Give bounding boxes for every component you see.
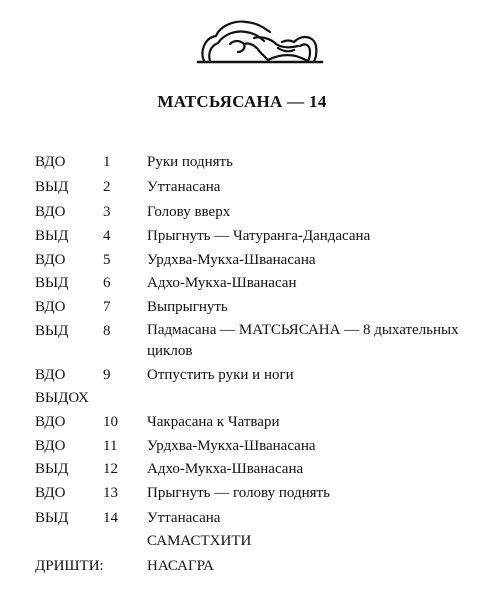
- sequence-row: [0, 530, 484, 552]
- step-action: Адхо-Мукха-Шванасана: [147, 461, 304, 477]
- step-number: 6: [103, 275, 111, 291]
- sequence-row: [0, 296, 484, 318]
- sequence-row: [0, 411, 484, 433]
- step-number: 12: [103, 461, 118, 477]
- step-action: Голову вверх: [147, 204, 231, 220]
- step-number: 10: [103, 414, 118, 430]
- breath-label: ВДО: [35, 154, 66, 170]
- sequence-row: [0, 387, 484, 409]
- matsyasana-pose-figure-icon: [190, 12, 330, 66]
- page-title: МАТСЬЯСАНА — 14: [157, 92, 327, 111]
- breath-label: ВЫД: [35, 510, 69, 526]
- breath-label: ВДО: [35, 367, 66, 383]
- breath-label: ВДО: [35, 414, 66, 430]
- breath-label: ВЫДОХ: [35, 390, 89, 406]
- step-number: 9: [103, 367, 111, 383]
- sequence-row: [0, 482, 484, 504]
- step-number: 4: [103, 228, 111, 244]
- breath-label: ВЫД: [35, 461, 69, 477]
- sequence-row: [0, 320, 484, 359]
- step-number: 3: [103, 204, 111, 220]
- sequence-row: [0, 249, 484, 271]
- step-number: 5: [103, 252, 111, 268]
- step-action: Урдхва-Мукха-Шванасана: [147, 252, 316, 268]
- sequence-row: [0, 272, 484, 294]
- step-action: Уттанасана: [147, 179, 221, 195]
- sequence-row: [0, 435, 484, 457]
- breath-label: ВЫД: [35, 275, 69, 291]
- step-number: 1: [103, 154, 111, 170]
- step-action: Выпрыгнуть: [147, 299, 228, 315]
- breath-label: ВЫД: [35, 323, 69, 339]
- step-action: Прыгнуть — Чатуранга-Дандасана: [147, 228, 371, 244]
- step-action: Прыгнуть — голову поднять: [147, 485, 330, 501]
- breath-label: ВЫД: [35, 179, 69, 195]
- sequence-row: [0, 458, 484, 480]
- step-number: 13: [103, 485, 118, 501]
- sequence-row: [0, 555, 484, 577]
- sequence-row: [0, 201, 484, 223]
- sequence-row: [0, 151, 484, 173]
- breath-label: ВДО: [35, 299, 66, 315]
- step-action: Чакрасана к Чатвари: [147, 414, 280, 430]
- step-action: Адхо-Мукха-Шванасан: [147, 275, 297, 291]
- step-action: НАСАГРА: [147, 558, 214, 574]
- step-action: Уттанасана: [147, 510, 221, 526]
- step-number: 7: [103, 299, 111, 315]
- breath-label: ВДО: [35, 204, 66, 220]
- sequence-row: [0, 176, 484, 198]
- step-number: 2: [103, 179, 111, 195]
- step-number: 11: [103, 438, 118, 454]
- sequence-row: [0, 507, 484, 529]
- sequence-row: [0, 364, 484, 386]
- step-number: 14: [103, 510, 118, 526]
- step-action: Урдхва-Мукха-Шванасана: [147, 438, 316, 454]
- step-action: Падмасана — МАТСЬЯСАНА — 8 дыхательных циклов: [147, 322, 459, 359]
- breath-label: ВДО: [35, 438, 66, 454]
- step-action: Руки поднять: [147, 154, 233, 170]
- breath-label: ВЫД: [35, 228, 69, 244]
- breath-label: ВДО: [35, 252, 66, 268]
- step-number: 8: [103, 323, 111, 339]
- breath-label: ВДО: [35, 485, 66, 501]
- step-action: Отпустить руки и ноги: [147, 367, 294, 383]
- sequence-row: [0, 225, 484, 247]
- step-action: САМАСТХИТИ: [147, 533, 252, 549]
- breath-label: ДРИШТИ:: [35, 558, 104, 574]
